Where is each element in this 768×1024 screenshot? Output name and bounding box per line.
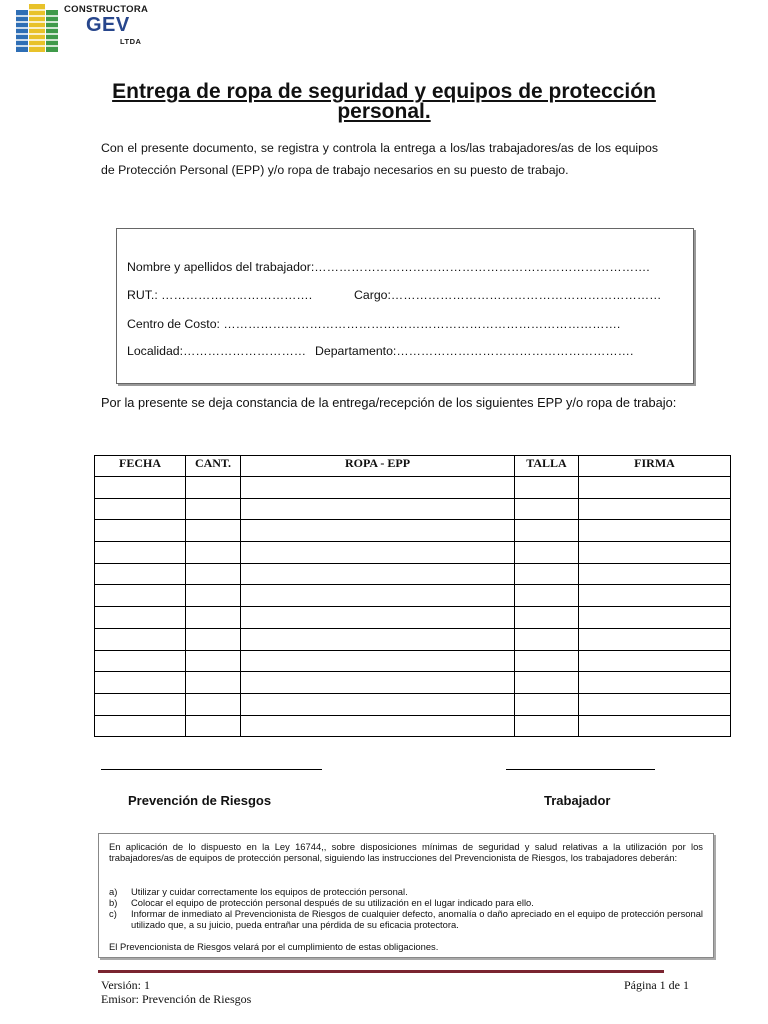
- table-cell-fecha[interactable]: [95, 650, 186, 672]
- table-cell-firma[interactable]: [579, 498, 731, 520]
- legal-item-marker: c): [109, 908, 117, 919]
- table-cell-cant[interactable]: [186, 607, 241, 629]
- table-cell-cant[interactable]: [186, 520, 241, 542]
- epp-delivery-table: [94, 455, 731, 737]
- field-nombre[interactable]: Nombre y apellidos del trabajador:……………………………………………………………………….: [127, 260, 650, 274]
- table-cell-fecha[interactable]: [95, 607, 186, 629]
- table-cell-fecha[interactable]: [95, 585, 186, 607]
- table-row: [95, 650, 731, 672]
- logo-line-ltda: LTDA: [120, 37, 142, 46]
- table-cell-firma[interactable]: [579, 607, 731, 629]
- footer-page-number: Página 1 de 1: [624, 978, 689, 992]
- legal-list: [109, 886, 703, 930]
- table-cell-talla[interactable]: [515, 715, 579, 737]
- table-cell-talla[interactable]: [515, 607, 579, 629]
- table-row: [95, 672, 731, 694]
- table-cell-fecha[interactable]: [95, 542, 186, 564]
- intro-paragraph: Con el presente documento, se registra y controla la entrega a los/las trabajadores/as de los equipos de Protección Personal (EPP) y/o ropa de trabajo necesarios en su puesto de trabajo.: [101, 141, 658, 177]
- legal-item-a: [109, 886, 703, 897]
- legal-item-text: Colocar el equipo de protección personal después de su utilización en el lugar indicado para ello.: [131, 897, 534, 908]
- building-logo-icon: [14, 2, 60, 54]
- legal-item-text: Utilizar y cuidar correctamente los equipos de protección personal.: [131, 886, 408, 897]
- table-cell-talla[interactable]: [515, 542, 579, 564]
- table-cell-cant[interactable]: [186, 477, 241, 499]
- table-cell-ropa-epp[interactable]: [241, 477, 515, 499]
- header-cant: CANT.: [186, 456, 241, 477]
- legal-intro: En aplicación de lo dispuesto en la Ley 16744,, sobre disposiciones mínimas de seguridad y salud relativas a la utilización por los trabajadores/as de equipos de protección personal, siguiendo las instrucciones del Prevencionista de Riesgos, los trabajadores deberán:: [109, 841, 703, 863]
- table-row: [95, 563, 731, 585]
- field-cargo[interactable]: Cargo:…………………………………………………………: [354, 288, 662, 302]
- table-cell-ropa-epp[interactable]: [241, 498, 515, 520]
- table-cell-ropa-epp[interactable]: [241, 650, 515, 672]
- table-cell-cant[interactable]: [186, 542, 241, 564]
- table-cell-talla[interactable]: [515, 477, 579, 499]
- table-cell-cant[interactable]: [186, 693, 241, 715]
- table-cell-cant[interactable]: [186, 585, 241, 607]
- table-cell-ropa-epp[interactable]: [241, 585, 515, 607]
- signature-line-prevencion[interactable]: [101, 769, 322, 770]
- table-cell-firma[interactable]: [579, 520, 731, 542]
- table-cell-ropa-epp[interactable]: [241, 563, 515, 585]
- table-row: [95, 628, 731, 650]
- footer-divider: [98, 970, 664, 973]
- table-cell-fecha[interactable]: [95, 693, 186, 715]
- table-cell-firma[interactable]: [579, 542, 731, 564]
- field-localidad[interactable]: Localidad:…………………………: [127, 344, 307, 358]
- table-row: [95, 477, 731, 499]
- table-row: [95, 520, 731, 542]
- footer-version: Versión: 1: [101, 978, 150, 992]
- table-body: [95, 477, 731, 737]
- table-cell-fecha[interactable]: [95, 498, 186, 520]
- table-cell-ropa-epp[interactable]: [241, 520, 515, 542]
- legal-item-b: [109, 897, 703, 908]
- field-rut[interactable]: RUT.: ……………………………….: [127, 288, 313, 302]
- header-fecha: FECHA: [95, 456, 186, 477]
- table-cell-fecha[interactable]: [95, 477, 186, 499]
- table-cell-firma[interactable]: [579, 672, 731, 694]
- table-cell-firma[interactable]: [579, 563, 731, 585]
- table-cell-talla[interactable]: [515, 693, 579, 715]
- table-cell-firma[interactable]: [579, 477, 731, 499]
- table-cell-cant[interactable]: [186, 628, 241, 650]
- worker-info-box: [116, 228, 694, 384]
- table-cell-ropa-epp[interactable]: [241, 607, 515, 629]
- document-title: Entrega de ropa de seguridad y equipos de protección personal.: [112, 80, 656, 123]
- table-cell-firma[interactable]: [579, 650, 731, 672]
- table-cell-cant[interactable]: [186, 715, 241, 737]
- table-cell-fecha[interactable]: [95, 628, 186, 650]
- company-logo: [14, 0, 164, 56]
- table-cell-fecha[interactable]: [95, 520, 186, 542]
- table-cell-ropa-epp[interactable]: [241, 715, 515, 737]
- logo-line-constructora: CONSTRUCTORA: [64, 4, 149, 15]
- table-cell-talla[interactable]: [515, 520, 579, 542]
- table-cell-cant[interactable]: [186, 563, 241, 585]
- table-cell-cant[interactable]: [186, 650, 241, 672]
- statement-paragraph: Por la presente se deja constancia de la entrega/recepción de los siguientes EPP y/o ropa de trabajo:: [101, 395, 677, 410]
- legal-closing: El Prevencionista de Riesgos velará por el cumplimiento de estas obligaciones.: [109, 941, 439, 952]
- table-cell-fecha[interactable]: [95, 563, 186, 585]
- legal-item-c: [109, 908, 703, 930]
- table-row: [95, 607, 731, 629]
- table-row: [95, 715, 731, 737]
- table-row: [95, 693, 731, 715]
- table-cell-firma[interactable]: [579, 693, 731, 715]
- table-cell-ropa-epp[interactable]: [241, 672, 515, 694]
- table-cell-talla[interactable]: [515, 498, 579, 520]
- table-row: [95, 585, 731, 607]
- table-header-row: [95, 456, 731, 477]
- table-cell-talla[interactable]: [515, 585, 579, 607]
- legal-item-marker: a): [109, 886, 118, 897]
- legal-item-marker: b): [109, 897, 118, 908]
- signature-label-trabajador: Trabajador: [544, 793, 611, 808]
- logo-line-gev: GEV: [86, 14, 130, 36]
- header-firma: FIRMA: [579, 456, 731, 477]
- table-cell-cant[interactable]: [186, 498, 241, 520]
- header-ropa-epp: ROPA - EPP: [241, 456, 515, 477]
- signature-label-prevencion: Prevención de Riesgos: [128, 793, 272, 808]
- signature-line-trabajador[interactable]: [506, 769, 655, 770]
- table-cell-firma[interactable]: [579, 715, 731, 737]
- table-row: [95, 542, 731, 564]
- footer-emisor: Emisor: Prevención de Riesgos: [101, 992, 252, 1006]
- table-cell-ropa-epp[interactable]: [241, 693, 515, 715]
- table-cell-talla[interactable]: [515, 628, 579, 650]
- table-cell-cant[interactable]: [186, 672, 241, 694]
- table-cell-talla[interactable]: [515, 563, 579, 585]
- legal-item-text: Informar de inmediato al Prevencionista de Riesgos de cualquier defecto, anomalía o daño apreciado en el equipo de protección personal utilizado que, a su juicio, pueda entrañar una pérdida de su eficacia protectora.: [131, 908, 703, 930]
- table-cell-ropa-epp[interactable]: [241, 542, 515, 564]
- legal-notice-box: [98, 833, 714, 958]
- field-centro-costo[interactable]: Centro de Costo: …………………………………………………………………………………….: [127, 317, 621, 331]
- table-cell-firma[interactable]: [579, 628, 731, 650]
- table-cell-firma[interactable]: [579, 585, 731, 607]
- table-cell-talla[interactable]: [515, 650, 579, 672]
- table-cell-talla[interactable]: [515, 672, 579, 694]
- table-cell-fecha[interactable]: [95, 672, 186, 694]
- table-cell-ropa-epp[interactable]: [241, 628, 515, 650]
- header-talla: TALLA: [515, 456, 579, 477]
- table-cell-fecha[interactable]: [95, 715, 186, 737]
- table-row: [95, 498, 731, 520]
- field-departamento[interactable]: Departamento:………………………………………………….: [315, 344, 634, 358]
